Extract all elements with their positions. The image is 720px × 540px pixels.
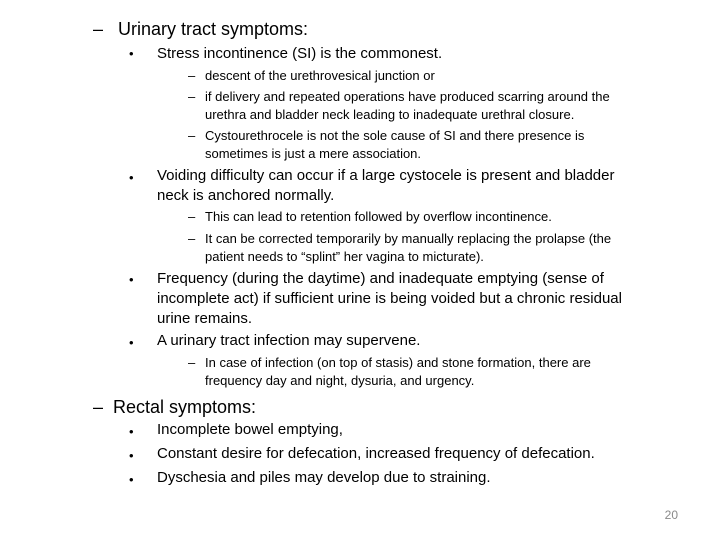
bullet: •: [129, 424, 134, 439]
sub-bullet-text: Cystourethrocele is not the sole cause of SI and there presence is: [205, 128, 585, 143]
sub-bullet-text: patient needs to “splint” her vagina to micturate).: [205, 249, 484, 264]
urinary-heading-dash: –: [93, 19, 104, 39]
sub-bullet-text: In case of infection (on top of stasis) and stone formation, there are: [205, 355, 591, 370]
bullet-text: Incomplete bowel emptying,: [157, 421, 343, 438]
bullet: •: [129, 448, 134, 463]
bullet-text: incomplete act) if sufficient urine is being voided but a chronic residual: [157, 290, 622, 307]
urinary-heading: Urinary tract symptoms:: [118, 19, 309, 39]
sub-dash: –: [188, 68, 196, 83]
bullet: •: [129, 472, 134, 487]
sub-dash: –: [188, 355, 196, 370]
bullet-text: Constant desire for defecation, increased frequency of defecation.: [157, 445, 595, 462]
sub-bullet-text: descent of the urethrovesical junction or: [205, 68, 435, 83]
sub-dash: –: [188, 89, 196, 104]
sub-bullet-text: It can be corrected temporarily by manually replacing the prolapse (the: [205, 231, 612, 246]
bullet-text: Voiding difficulty can occur if a large cystocele is present and bladder: [157, 167, 615, 184]
bullet-text: Stress incontinence (SI) is the commonest.: [157, 45, 443, 62]
bullet: •: [129, 46, 134, 61]
sub-dash: –: [188, 231, 196, 246]
sub-bullet-text: sometimes is just a mere association.: [205, 146, 422, 161]
rectal-heading: Rectal symptoms:: [113, 397, 257, 417]
bullet-text: A urinary tract infection may supervene.: [157, 332, 421, 349]
bullet-text: Dyschesia and piles may develop due to straining.: [157, 469, 491, 486]
bullet: •: [129, 170, 134, 185]
sub-bullet-text: urethra and bladder neck leading to inadequate urethral closure.: [205, 107, 575, 122]
rectal-heading-dash: –: [93, 397, 104, 417]
bullet-text: neck is anchored normally.: [157, 187, 335, 204]
sub-bullet-text: This can lead to retention followed by overflow incontinence.: [205, 209, 552, 224]
sub-bullet-text: frequency day and night, dysuria, and urgency.: [205, 373, 475, 388]
sub-bullet-text: if delivery and repeated operations have produced scarring around the: [205, 89, 610, 104]
page-number: 20: [664, 508, 678, 522]
bullet: •: [129, 272, 134, 287]
sub-dash: –: [188, 128, 196, 143]
bullet-text: Frequency (during the daytime) and inadequate emptying (sense of: [157, 270, 604, 287]
sub-dash: –: [188, 209, 196, 224]
bullet: •: [129, 335, 134, 350]
bullet-text: urine remains.: [157, 310, 253, 327]
